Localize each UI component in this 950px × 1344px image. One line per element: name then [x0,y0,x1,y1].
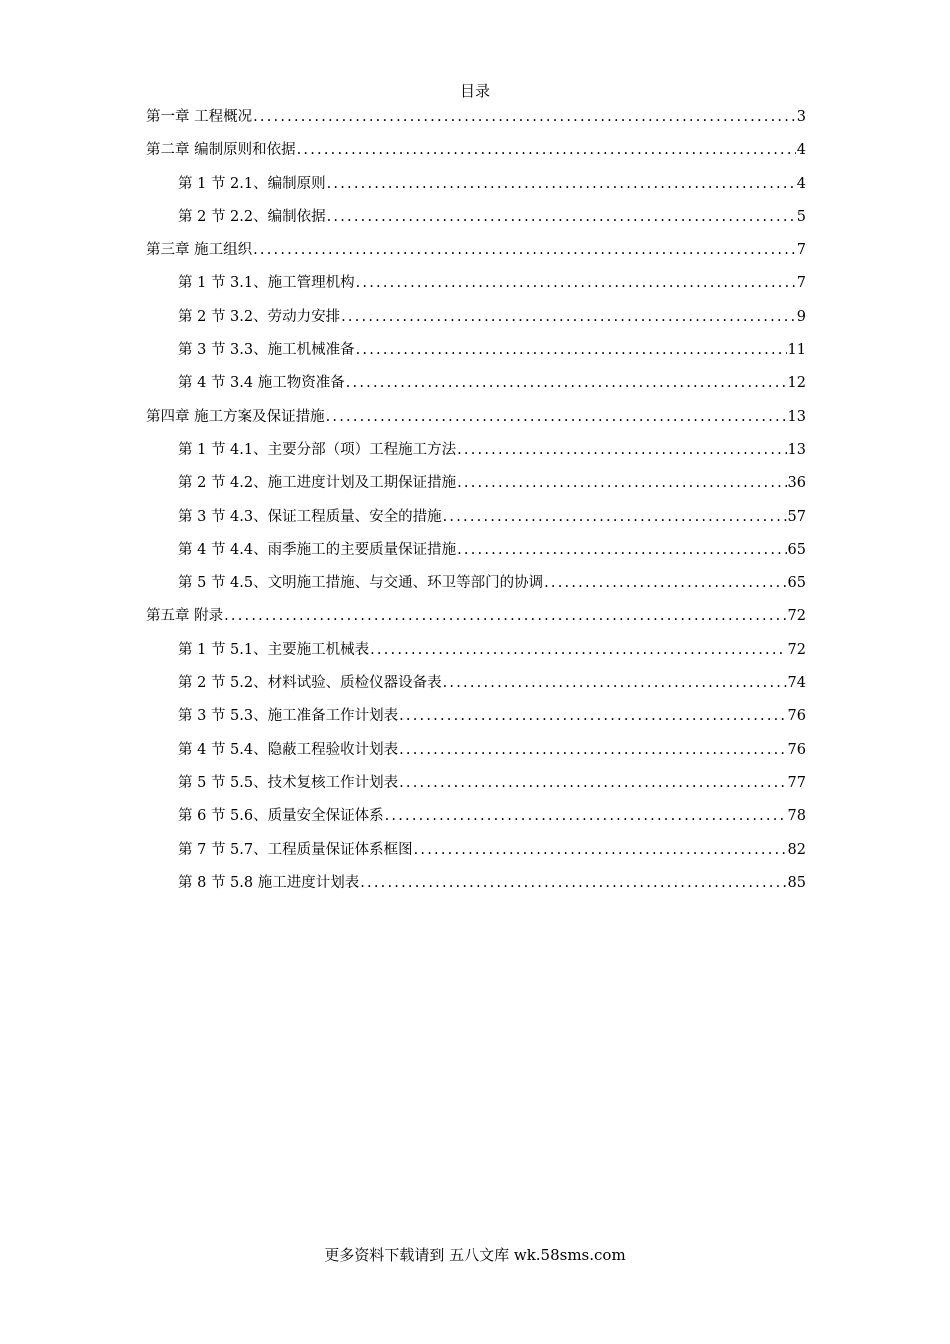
toc-leader-dots [399,740,786,760]
toc-entry-text: 第五章 附录 [146,608,224,625]
toc-entry-text: 第 2 节 3.2、劳动力安排 [178,308,341,325]
toc-page-number: 3 [796,109,806,125]
toc-section-entry[interactable] [146,840,806,873]
toc-entry-text: 第 7 节 5.7、工程质量保证体系框图 [178,841,413,858]
toc-section-entry[interactable] [146,373,806,406]
toc-entry-text: 第 4 节 3.4 施工物资准备 [178,375,345,392]
toc-section-entry[interactable] [146,773,806,806]
toc-section-entry[interactable] [146,706,806,739]
toc-section-entry[interactable] [146,174,806,207]
toc-section-entry[interactable] [146,207,806,240]
toc-page-number: 82 [787,841,806,858]
toc-section-entry[interactable] [146,540,806,573]
toc-list [146,107,806,906]
toc-entry-text: 第 1 节 5.1、主要施工机械表 [178,641,370,658]
toc-page-number: 76 [787,741,806,758]
toc-page-number: 76 [787,708,806,725]
toc-leader-dots [370,640,786,660]
toc-section-entry[interactable] [146,273,806,306]
toc-section-entry[interactable] [146,340,806,373]
toc-page-number: 13 [787,408,806,425]
toc-chapter-entry[interactable] [146,107,806,140]
toc-entry-text: 第 2 节 4.2、施工进度计划及工期保证措施 [178,475,457,492]
toc-leader-dots [457,473,786,493]
toc-entry-text: 第四章 施工方案及保证措施 [146,408,325,425]
toc-page-number: 12 [787,375,806,392]
footer-note: 更多资料下载请到 五八文库 wk.58sms.com [324,1246,626,1264]
toc-page-number: 65 [787,541,806,558]
toc-section-entry[interactable] [146,507,806,540]
toc-chapter-entry[interactable] [146,240,806,273]
toc-page-number: 74 [787,675,806,692]
toc-title: 目录 [459,82,490,100]
toc-entry-text: 第 4 节 5.4、隐蔽工程验收计划表 [178,741,399,758]
toc-leader-dots [341,307,796,327]
toc-leader-dots [457,440,786,460]
toc-leader-dots [457,540,786,560]
toc-entry-text: 第 2 节 5.2、材料试验、质检仪器设备表 [178,675,442,692]
toc-entry-text: 第 5 节 5.5、技术复核工作计划表 [178,774,399,791]
toc-entry-text: 第 1 节 4.1、主要分部（项）工程施工方法 [178,441,457,458]
toc-page-number: 78 [787,808,806,825]
toc-chapter-entry[interactable] [146,407,806,440]
toc-section-entry[interactable] [146,440,806,473]
toc-page-number: 36 [787,475,806,492]
toc-page-number: 7 [796,275,806,292]
toc-entry-text: 第 1 节 3.1、施工管理机构 [178,275,355,292]
toc-page-number: 85 [787,874,806,891]
toc-page-number: 5 [796,208,806,225]
toc-entry-text: 第 6 节 5.6、质量安全保证体系 [178,808,384,825]
toc-entry-text: 第一章 工程概况 [146,109,253,125]
toc-leader-dots [253,107,796,127]
toc-leader-dots [399,773,786,793]
toc-section-entry[interactable] [146,740,806,773]
toc-page-number: 11 [787,342,806,359]
toc-page-number: 77 [787,774,806,791]
toc-section-entry[interactable] [146,673,806,706]
toc-page-number: 65 [787,575,806,592]
toc-leader-dots [346,373,787,393]
toc-page-number: 13 [787,441,806,458]
toc-leader-dots [327,207,796,227]
toc-leader-dots [297,140,796,160]
toc-chapter-entry[interactable] [146,140,806,173]
toc-leader-dots [443,673,787,693]
toc-entry-text: 第 5 节 4.5、文明施工措施、与交通、环卫等部门的协调 [178,575,544,592]
toc-leader-dots [544,573,786,593]
toc-leader-dots [414,840,787,860]
toc-leader-dots [253,240,796,260]
toc-page-number: 72 [787,641,806,658]
toc-page-number: 4 [796,142,806,159]
toc-leader-dots [360,873,786,893]
toc-entry-text: 第 3 节 3.3、施工机械准备 [178,342,355,359]
toc-leader-dots [443,507,787,527]
toc-leader-dots [326,407,787,427]
toc-leader-dots [399,706,786,726]
toc-page-number: 72 [787,608,806,625]
toc-entry-text: 第 1 节 2.1、编制原则 [178,175,326,192]
toc-entry-text: 第 3 节 4.3、保证工程质量、安全的措施 [178,508,442,525]
toc-section-entry[interactable] [146,640,806,673]
toc-entry-text: 第 4 节 4.4、雨季施工的主要质量保证措施 [178,541,457,558]
toc-page-number: 7 [796,242,806,259]
toc-section-entry[interactable] [146,573,806,606]
toc-leader-dots [327,174,796,194]
toc-section-entry[interactable] [146,473,806,506]
toc-section-entry[interactable] [146,307,806,340]
toc-leader-dots [356,273,796,293]
toc-entry-text: 第二章 编制原则和依据 [146,142,296,159]
toc-leader-dots [224,606,786,626]
toc-section-entry[interactable] [146,806,806,839]
toc-entry-text: 第 8 节 5.8 施工进度计划表 [178,874,360,891]
toc-leader-dots [356,340,787,360]
toc-entry-text: 第 2 节 2.2、编制依据 [178,208,326,225]
toc-entry-text: 第三章 施工组织 [146,242,253,259]
toc-section-entry[interactable] [146,873,806,906]
toc-leader-dots [385,806,787,826]
toc-entry-text: 第 3 节 5.3、施工准备工作计划表 [178,708,399,725]
toc-page-number: 9 [796,308,806,325]
toc-page-number: 4 [796,175,806,192]
toc-chapter-entry[interactable] [146,606,806,639]
toc-page-number: 57 [787,508,806,525]
